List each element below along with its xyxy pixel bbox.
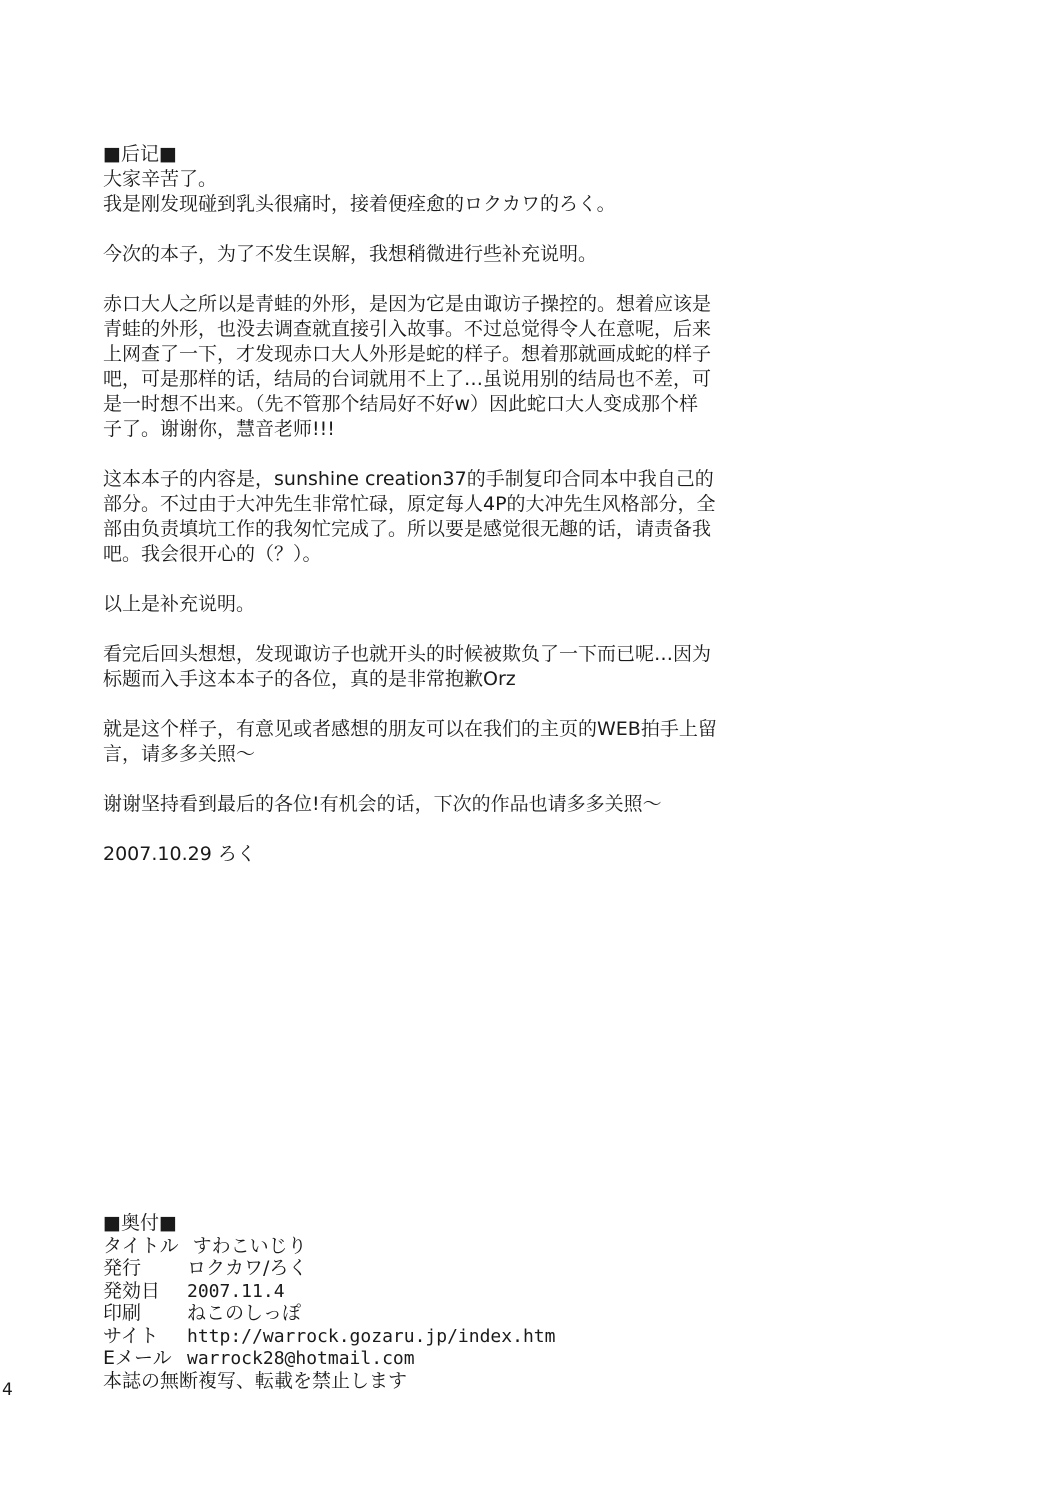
- colophon-heading: ■奥付■: [103, 1212, 177, 1234]
- paragraph-line: 看完后回头想想，发现诹访子也就开头的时候被欺负了一下而已呢…因为: [103, 643, 712, 665]
- greeting-line: 我是刚发现碰到乳头很痛时，接着便痊愈的ロクカワ的ろく。: [103, 193, 616, 215]
- paragraph-apology: [103, 642, 763, 692]
- paragraph-line: 言，请多多关照～: [103, 743, 256, 765]
- copyright-notice: 本誌の無断複写、転載を禁止します: [103, 1369, 408, 1392]
- paragraph-line: 吧，可是那样的话，结局的台词就用不上了…虽说用别的结局也不差，可: [103, 368, 712, 390]
- colophon-label: 発効日: [103, 1279, 161, 1302]
- paragraph-line: 部分。不过由于大冲先生非常忙碌，原定每人4P的大冲先生风格部分，全: [103, 493, 716, 515]
- paragraph-line: 这本本子的内容是，sunshine creation37的手制复印合同本中我自己的: [103, 468, 714, 490]
- paragraph-line: 谢谢坚持看到最后的各位!有机会的话，下次的作品也请多多关照～: [103, 793, 662, 815]
- colophon-section: [103, 1212, 703, 1392]
- signature-line: 2007.10.29 ろく: [103, 843, 256, 865]
- afterword-section: [103, 142, 763, 892]
- colophon-value: ロクカワ/ろく: [187, 1257, 308, 1279]
- colophon-row-date: [103, 1280, 703, 1303]
- paragraph-line: 今次的本子，为了不发生误解，我想稍微进行些补充说明。: [103, 243, 598, 265]
- paragraph-line: 标题而入手这本本子的各位，真的是非常抱歉Orz: [103, 668, 516, 690]
- paragraph-intro: [103, 242, 763, 267]
- paragraph-thanks: [103, 792, 763, 817]
- colophon-label: タイトル: [103, 1234, 179, 1257]
- colophon-value: ねこのしっぽ: [187, 1302, 302, 1324]
- paragraph-line: 是一时想不出来。（先不管那个结局好不好w）因此蛇口大人变成那个样: [103, 393, 699, 415]
- paragraph-line: 上网查了一下，才发现赤口大人外形是蛇的样子。想着那就画成蛇的样子: [103, 343, 712, 365]
- page-number: 4: [2, 1380, 13, 1400]
- paragraph-line: 吧。我会很开心的（？）。: [103, 543, 322, 565]
- colophon-label: Eメール: [103, 1347, 172, 1369]
- colophon-row-printer: [103, 1302, 703, 1325]
- paragraph-line: 以上是补充说明。: [103, 593, 256, 615]
- email-address: warrock28@hotmail.com: [187, 1348, 415, 1369]
- colophon-row-email: [103, 1347, 703, 1370]
- colophon-row-site: [103, 1325, 703, 1348]
- paragraph-feedback: [103, 717, 763, 767]
- colophon-value: 2007.11.4: [187, 1280, 285, 1302]
- afterword-greeting: [103, 167, 763, 217]
- colophon-row-title: [103, 1235, 703, 1258]
- colophon-label: サイト: [103, 1324, 159, 1347]
- colophon-label: 印刷: [103, 1302, 142, 1324]
- paragraph-frog: [103, 292, 763, 442]
- colophon-row-publisher: [103, 1257, 703, 1280]
- afterword-signature: [103, 842, 763, 867]
- paragraph-line: 部由负责填坑工作的我匆忙完成了。所以要是感觉很无趣的话，请责备我: [103, 518, 712, 540]
- paragraph-summary: [103, 592, 763, 617]
- colophon-label: 発行: [103, 1257, 142, 1279]
- colophon-value: すわこいじり: [192, 1234, 307, 1257]
- afterword-heading: ■后记■: [103, 143, 177, 165]
- paragraph-line: 子了。谢谢你，慧音老师!!!: [103, 418, 335, 440]
- paragraph-line: 就是这个样子，有意见或者感想的朋友可以在我们的主页的WEB拍手上留: [103, 718, 717, 740]
- site-url: http://warrock.gozaru.jp/index.htm: [187, 1325, 556, 1347]
- paragraph-line: 青蛙的外形，也没去调查就直接引入故事。不过总觉得令人在意呢，后来: [103, 318, 712, 340]
- paragraph-line: 赤口大人之所以是青蛙的外形，是因为它是由诹访子操控的。想着应该是: [103, 293, 712, 315]
- greeting-line: 大家辛苦了。: [103, 168, 218, 190]
- paragraph-contents: [103, 467, 763, 567]
